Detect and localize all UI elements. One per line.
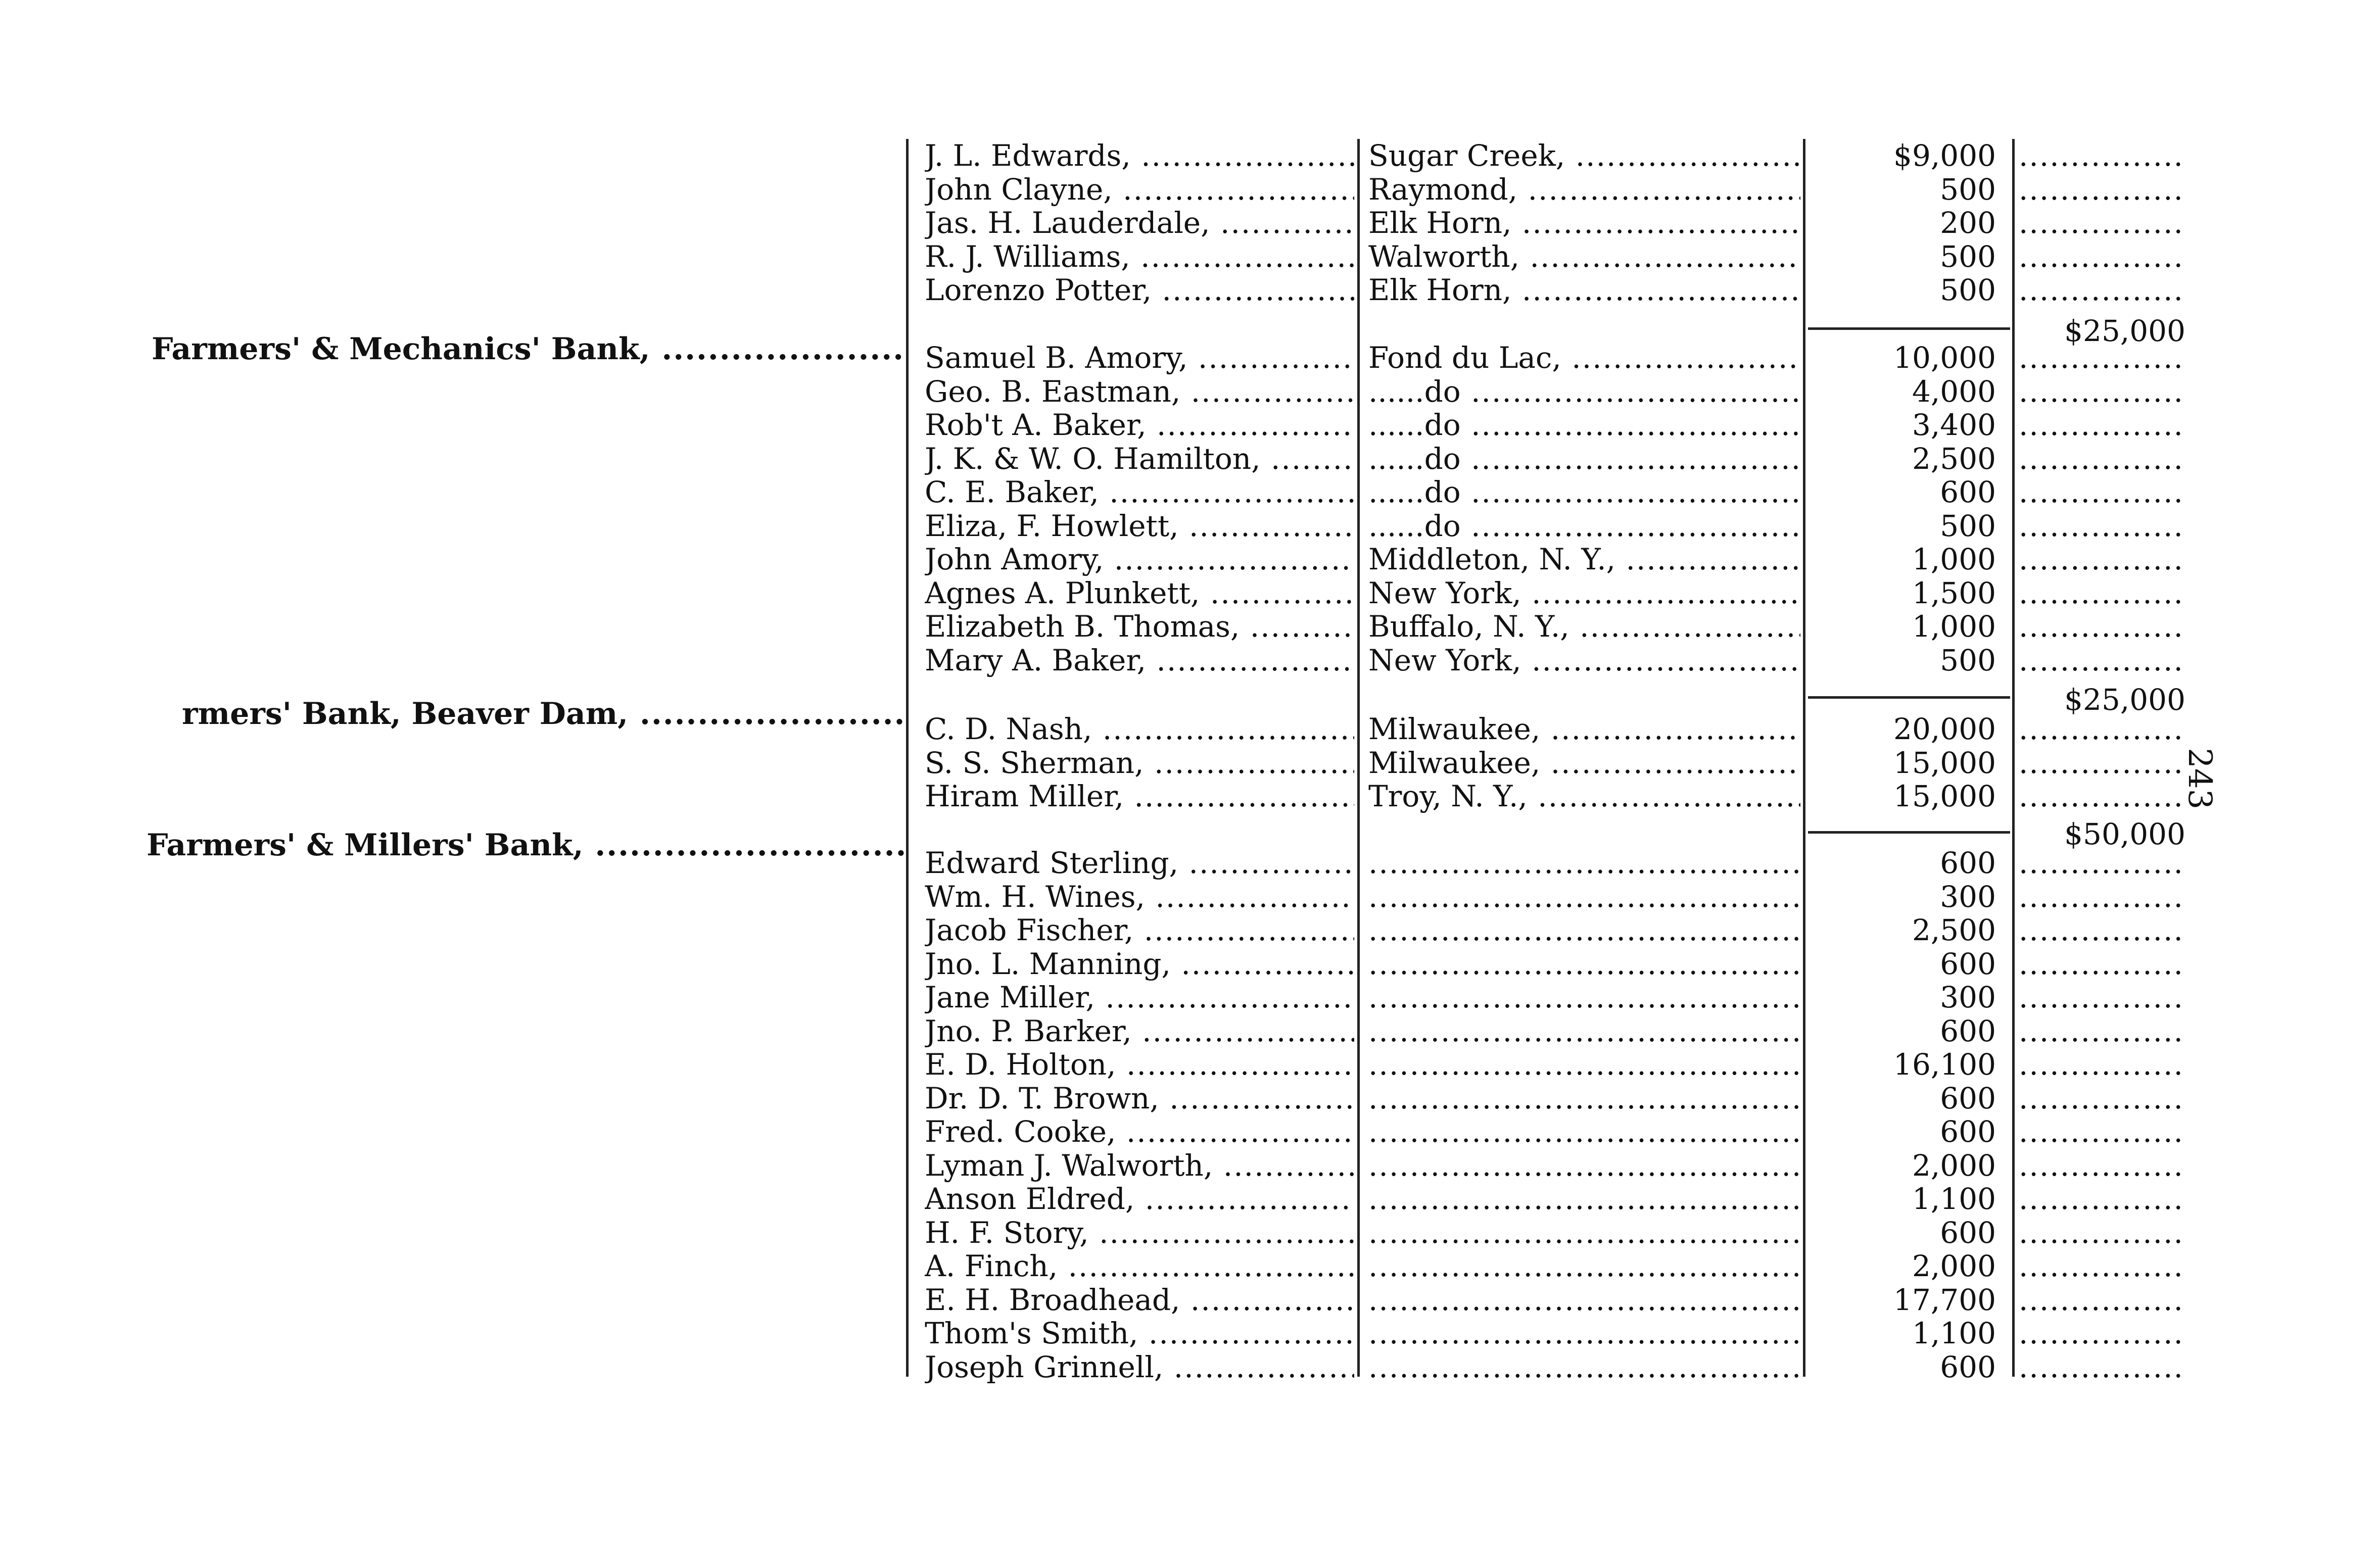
entry-place: Middleton, N. Y., ..... xyxy=(1368,543,1800,576)
entry-name: J. L. Edwards, ..... xyxy=(925,139,1354,172)
entry-place: Fond du Lac, ..... xyxy=(1368,341,1800,374)
entry-name: Jno. L. Manning, ..... xyxy=(925,947,1354,981)
entry-place: Milwaukee, ..... xyxy=(1368,712,1800,746)
column-rule-amounts xyxy=(2012,139,2015,1377)
entry-total-leader xyxy=(2019,1317,2185,1350)
page-number: 243 xyxy=(2181,748,2218,810)
entry-total-leader xyxy=(2019,375,2185,408)
entry-amount: 600 xyxy=(1940,947,1996,981)
entry-amount: 1,000 xyxy=(1912,610,1996,643)
entry-name: Jas. H. Lauderdale, ..... xyxy=(925,206,1354,239)
entry-amount: 4,000 xyxy=(1912,375,1996,408)
entry-amount: 2,500 xyxy=(1912,442,1996,475)
entry-total-leader xyxy=(2019,846,2185,880)
entry-place: ......do ..... xyxy=(1368,509,1800,543)
entry-total-leader xyxy=(2019,1149,2185,1182)
entry-amount: 600 xyxy=(1940,1350,1996,1384)
entry-place xyxy=(1368,1249,1800,1283)
entry-total-leader xyxy=(2019,947,2185,981)
entry-amount: 1,000 xyxy=(1912,543,1996,576)
entry-total-leader xyxy=(2019,139,2185,172)
entry-total-leader xyxy=(2019,341,2185,374)
entry-amount: 600 xyxy=(1940,1082,1996,1115)
entry-name: Geo. B. Eastman, ..... xyxy=(925,375,1354,408)
entry-name: Rob't A. Baker, ..... xyxy=(925,408,1354,442)
entry-total-leader xyxy=(2019,408,2185,442)
entry-total-leader xyxy=(2019,442,2185,475)
entry-place xyxy=(1368,1283,1800,1317)
entry-total-leader xyxy=(2019,543,2185,576)
bank-label: Farmers' & Millers' Bank, ..... xyxy=(147,829,905,862)
entry-place: New York, ..... xyxy=(1368,644,1800,677)
entry-name: John Amory, ..... xyxy=(925,543,1354,576)
entry-total-leader xyxy=(2019,1115,2185,1148)
entry-name: Joseph Grinnell, ..... xyxy=(925,1350,1354,1384)
entry-total-leader xyxy=(2019,746,2185,780)
entry-total-leader xyxy=(2019,1350,2185,1384)
entry-amount: 600 xyxy=(1940,1115,1996,1148)
entry-name: Wm. H. Wines, ..... xyxy=(925,880,1354,913)
entry-place xyxy=(1368,1048,1800,1081)
entry-amount: 20,000 xyxy=(1893,712,1996,746)
entry-total-leader xyxy=(2019,610,2185,643)
entry-total-leader xyxy=(2019,780,2185,813)
group-total: $25,000 xyxy=(2064,683,2185,716)
entry-name: Samuel B. Amory, ..... xyxy=(925,341,1354,374)
entry-amount: 15,000 xyxy=(1893,780,1996,813)
entry-amount: 1,100 xyxy=(1912,1182,1996,1216)
entry-name: Jno. P. Barker, ..... xyxy=(925,1014,1354,1048)
entry-amount: 16,100 xyxy=(1893,1048,1996,1081)
entry-place: ......do ..... xyxy=(1368,408,1800,442)
entry-total-leader xyxy=(2019,880,2185,913)
entry-amount: 600 xyxy=(1940,846,1996,880)
entry-total-leader xyxy=(2019,981,2185,1014)
entry-amount: 2,500 xyxy=(1912,913,1996,947)
entry-total-leader xyxy=(2019,206,2185,239)
entry-place: Milwaukee, ..... xyxy=(1368,746,1800,780)
entry-place xyxy=(1368,1082,1800,1115)
entry-name: Jane Miller, ..... xyxy=(925,981,1354,1014)
entry-name: Mary A. Baker, ..... xyxy=(925,644,1354,677)
entry-name: S. S. Sherman, ..... xyxy=(925,746,1354,780)
entry-place xyxy=(1368,947,1800,981)
entry-total-leader xyxy=(2019,475,2185,509)
entry-place: Sugar Creek, ..... xyxy=(1368,139,1800,172)
entry-name: Thom's Smith, ..... xyxy=(925,1317,1354,1350)
entry-amount: 200 xyxy=(1940,206,1996,239)
group-total: $50,000 xyxy=(2064,817,2185,851)
entry-amount: 1,500 xyxy=(1912,576,1996,610)
entry-total-leader xyxy=(2019,1283,2185,1317)
entry-place xyxy=(1368,846,1800,880)
group-total: $25,000 xyxy=(2064,314,2185,348)
bank-label: Farmers' & Mechanics' Bank, ..... xyxy=(152,332,905,366)
entry-name: Anson Eldred, ..... xyxy=(925,1182,1354,1216)
entry-place: Raymond, ..... xyxy=(1368,173,1800,206)
entry-amount: $9,000 xyxy=(1893,139,1996,172)
subtotal-rule-3 xyxy=(1808,831,2010,834)
entry-place xyxy=(1368,1115,1800,1148)
entry-total-leader xyxy=(2019,509,2185,543)
entry-total-leader xyxy=(2019,173,2185,206)
bank-label: rmers' Bank, Beaver Dam, ..... xyxy=(182,697,905,731)
entry-amount: 10,000 xyxy=(1893,341,1996,374)
entry-total-leader xyxy=(2019,712,2185,746)
entry-amount: 300 xyxy=(1940,880,1996,913)
entry-place: Walworth, ..... xyxy=(1368,240,1800,273)
entry-place: ......do ..... xyxy=(1368,375,1800,408)
entry-place: Elk Horn, ..... xyxy=(1368,273,1800,307)
entry-name: Lyman J. Walworth, ..... xyxy=(925,1149,1354,1182)
entry-place: Troy, N. Y., ..... xyxy=(1368,780,1800,813)
entry-place xyxy=(1368,1182,1800,1216)
entry-name: John Clayne, ..... xyxy=(925,173,1354,206)
entry-name: Hiram Miller, ..... xyxy=(925,780,1354,813)
entry-place xyxy=(1368,1317,1800,1350)
entry-amount: 17,700 xyxy=(1893,1283,1996,1317)
entry-amount: 500 xyxy=(1940,273,1996,307)
entry-amount: 15,000 xyxy=(1893,746,1996,780)
subtotal-rule-1 xyxy=(1808,327,2010,330)
entry-name: Elizabeth B. Thomas, ..... xyxy=(925,610,1354,643)
entry-name: Edward Sterling, ..... xyxy=(925,846,1354,880)
entry-amount: 600 xyxy=(1940,1014,1996,1048)
subtotal-rule-2 xyxy=(1808,696,2010,699)
column-rule-left xyxy=(906,139,909,1377)
entry-amount: 500 xyxy=(1940,644,1996,677)
entry-place xyxy=(1368,1350,1800,1384)
entry-amount: 500 xyxy=(1940,509,1996,543)
entry-name: J. K. & W. O. Hamilton, ..... xyxy=(925,442,1354,475)
entry-total-leader xyxy=(2019,1048,2185,1081)
entry-total-leader xyxy=(2019,1014,2185,1048)
entry-place xyxy=(1368,981,1800,1014)
entry-name: E. H. Broadhead, ..... xyxy=(925,1283,1354,1317)
entry-amount: 500 xyxy=(1940,240,1996,273)
entry-name: H. F. Story, ..... xyxy=(925,1216,1354,1249)
entry-place xyxy=(1368,1014,1800,1048)
entry-name: C. D. Nash, ..... xyxy=(925,712,1354,746)
entry-name: Lorenzo Potter, ..... xyxy=(925,273,1354,307)
entry-name: Jacob Fischer, ..... xyxy=(925,913,1354,947)
entry-name: A. Finch, ..... xyxy=(925,1249,1354,1283)
entry-name: E. D. Holton, ..... xyxy=(925,1048,1354,1081)
entry-amount: 600 xyxy=(1940,475,1996,509)
entry-place: ......do ..... xyxy=(1368,442,1800,475)
entry-name: R. J. Williams, ..... xyxy=(925,240,1354,273)
entry-amount: 2,000 xyxy=(1912,1149,1996,1182)
entry-total-leader xyxy=(2019,240,2185,273)
entry-place: Buffalo, N. Y., ..... xyxy=(1368,610,1800,643)
entry-place: Elk Horn, ..... xyxy=(1368,206,1800,239)
entry-amount: 500 xyxy=(1940,173,1996,206)
entry-total-leader xyxy=(2019,1249,2185,1283)
entry-name: Fred. Cooke, ..... xyxy=(925,1115,1354,1148)
entry-total-leader xyxy=(2019,913,2185,947)
column-rule-names xyxy=(1357,139,1360,1377)
entry-place xyxy=(1368,1216,1800,1249)
entry-name: Agnes A. Plunkett, ..... xyxy=(925,576,1354,610)
column-rule-places xyxy=(1803,139,1805,1377)
entry-name: Eliza, F. Howlett, ..... xyxy=(925,509,1354,543)
entry-total-leader xyxy=(2019,1082,2185,1115)
entry-amount: 600 xyxy=(1940,1216,1996,1249)
entry-amount: 2,000 xyxy=(1912,1249,1996,1283)
entry-place xyxy=(1368,880,1800,913)
entry-name: Dr. D. T. Brown, ..... xyxy=(925,1082,1354,1115)
entry-total-leader xyxy=(2019,273,2185,307)
entry-amount: 3,400 xyxy=(1912,408,1996,442)
entry-total-leader xyxy=(2019,644,2185,677)
entry-total-leader xyxy=(2019,1216,2185,1249)
entry-total-leader xyxy=(2019,576,2185,610)
entry-total-leader xyxy=(2019,1182,2185,1216)
entry-place: ......do ..... xyxy=(1368,475,1800,509)
entry-amount: 300 xyxy=(1940,981,1996,1014)
entry-place xyxy=(1368,1149,1800,1182)
entry-place: New York, ..... xyxy=(1368,576,1800,610)
entry-amount: 1,100 xyxy=(1912,1317,1996,1350)
entry-place xyxy=(1368,913,1800,947)
entry-name: C. E. Baker, ..... xyxy=(925,475,1354,509)
